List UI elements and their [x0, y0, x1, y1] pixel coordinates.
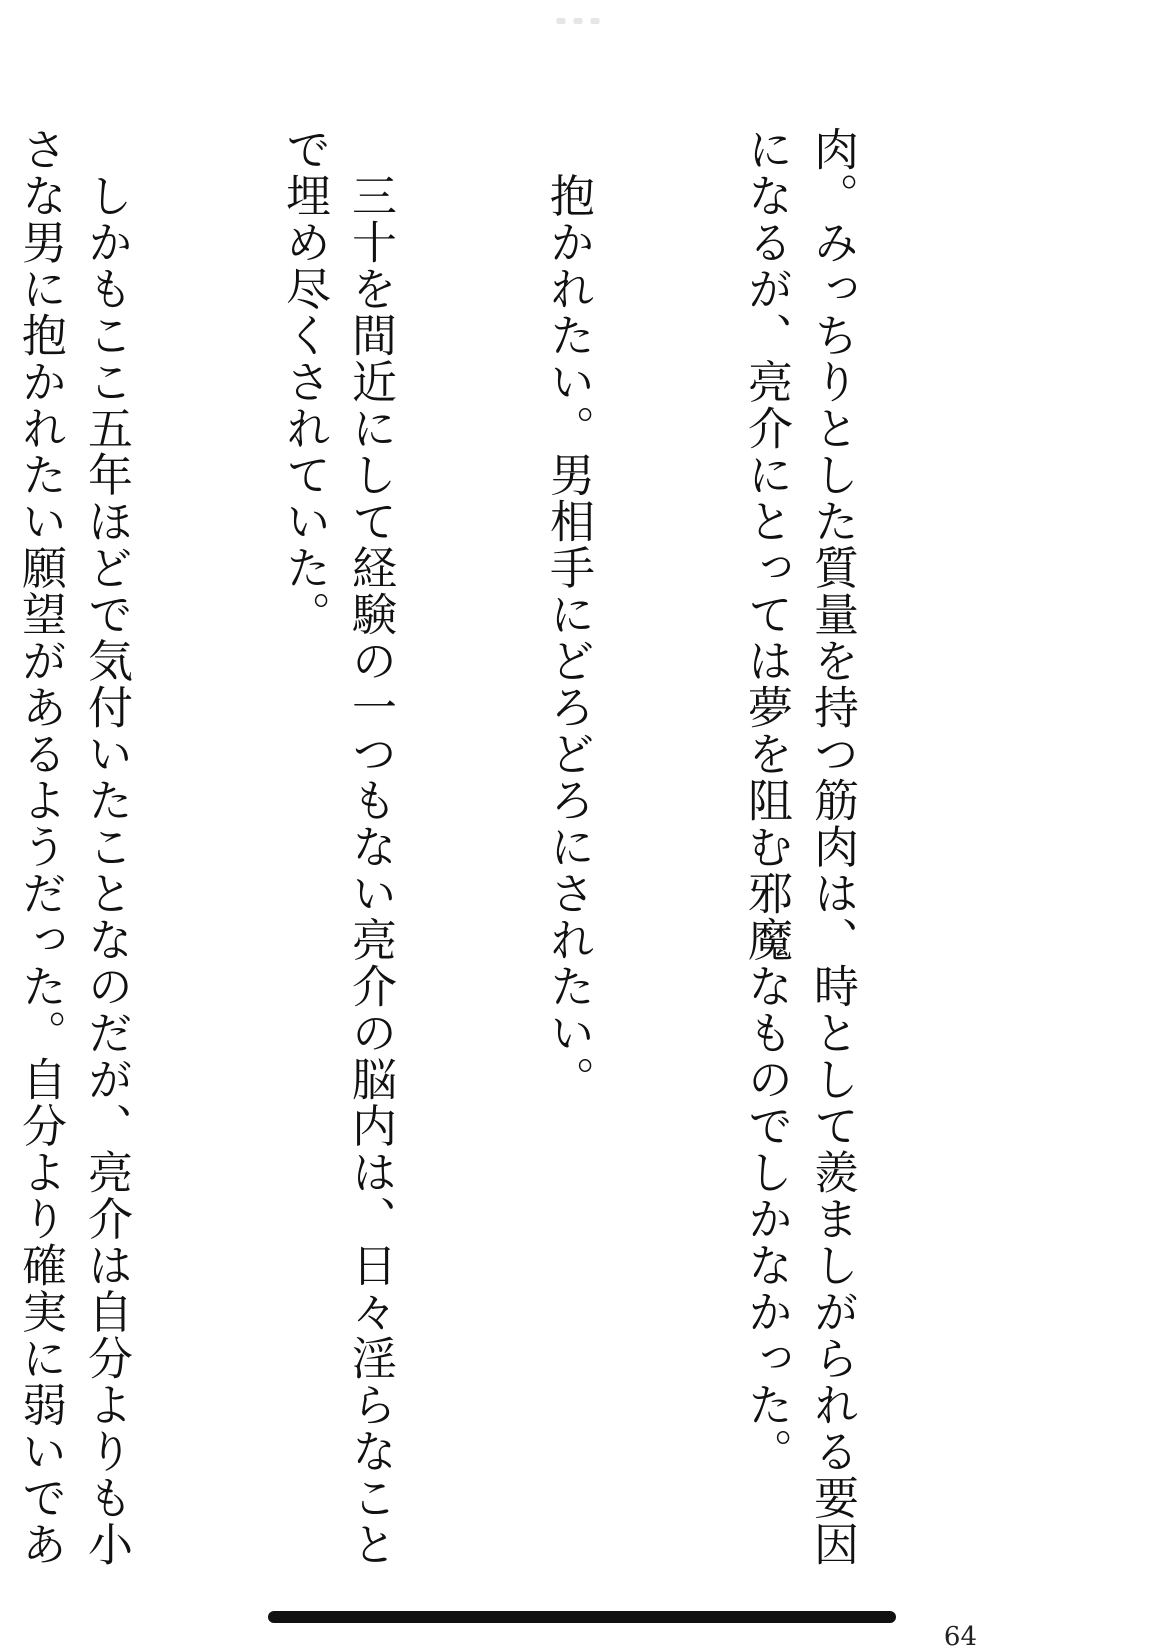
indicator-dot [573, 18, 582, 24]
paragraph: 肉。みっちりとした質量を持つ筋肉は、時として羨ましがられる要因 になるが、亮介にとっては夢を阻む邪魔なものでしかなかった。 [740, 126, 859, 1568]
home-indicator-bar[interactable] [268, 1611, 896, 1623]
page-number: 64 [943, 1622, 977, 1652]
indicator-dot [556, 18, 565, 24]
indicator-dot [590, 18, 599, 24]
paragraph: しかもここ五年ほどで気付いたことなのだが、亮介は自分よりも小 さな男に抱かれたい願望があるようだった。自分より確実に弱いであ [14, 126, 133, 1568]
page-handle-indicator [556, 18, 599, 24]
paragraph: 三十を間近にして経験の一つもない亮介の脳内は、日々淫らなこと で埋め尽くされていた。 [278, 126, 397, 1568]
vertical-text-body [0, 126, 997, 1566]
paragraph: 抱かれたい。男相手にどろどろにされたい。 [542, 126, 595, 1103]
